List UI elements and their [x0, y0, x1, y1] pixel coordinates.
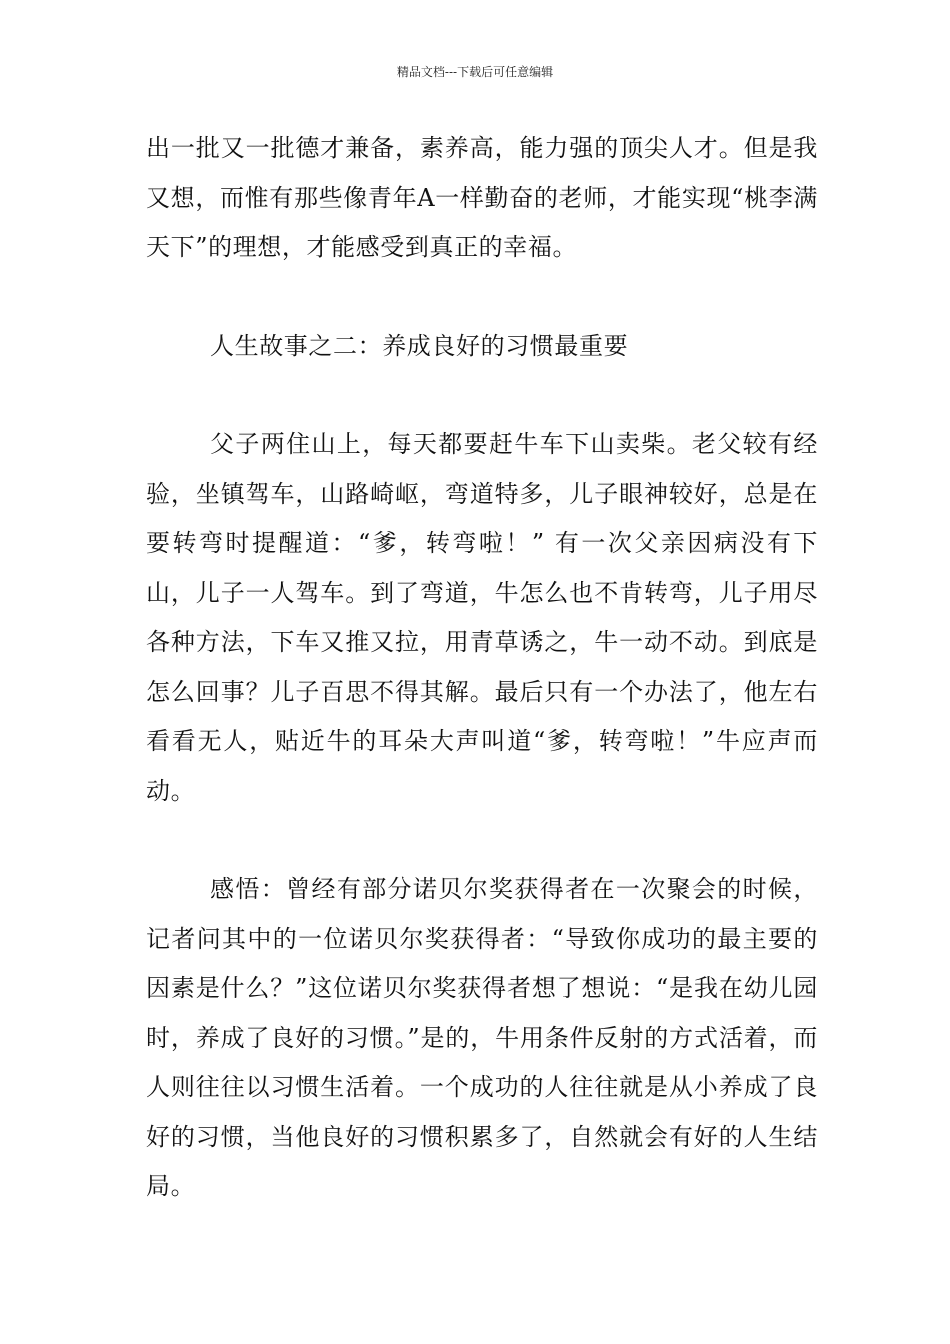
paragraph-continuation: 出一批又一批德才兼备，素养高，能力强的顶尖人才。但是我又想，而惟有那些像青年A一样勤奋的老师，才能实现“桃李满天下”的理想，才能感受到真正的幸福。 — [146, 134, 818, 261]
paragraph-reflection: 感悟：曾经有部分诺贝尔奖获得者在一次聚会的时候，记者问其中的一位诺贝尔奖获得者：“导致你成功的最主要的因素是什么？”这位诺贝尔奖获得者想了想说：“是我在幼儿园时，养成了良好的习惯。”是的，牛用条件反射的方式活着，而人则往往以习惯生活着。一个成功的人往往就是从小养成了良好的习惯，当他良好的习惯积累多了，自然就会有好的人生结局。 — [146, 875, 818, 1200]
section-heading: 人生故事之二：养成良好的习惯最重要 — [210, 331, 629, 360]
document-body — [146, 124, 818, 1212]
paragraph-story: 父子两住山上，每天都要赶牛车下山卖柴。老父较有经验，坐镇驾车，山路崎岖，弯道特多，儿子眼神较好，总是在要转弯时提醒道：“爹，转弯啦！” 有一次父亲因病没有下山，儿子一人驾车。到了弯道，牛怎么也不肯转弯，儿子用尽各种方法，下车又推又拉，用青草诱之，牛一动不动。到底是怎么回事？儿子百思不得其解。最后只有一个办法了，他左右看看无人，贴近牛的耳朵大声叫道“爹，转弯啦！”牛应声而动。 — [146, 430, 818, 805]
page-header: 精品文档---下载后可任意编辑 — [396, 65, 554, 79]
